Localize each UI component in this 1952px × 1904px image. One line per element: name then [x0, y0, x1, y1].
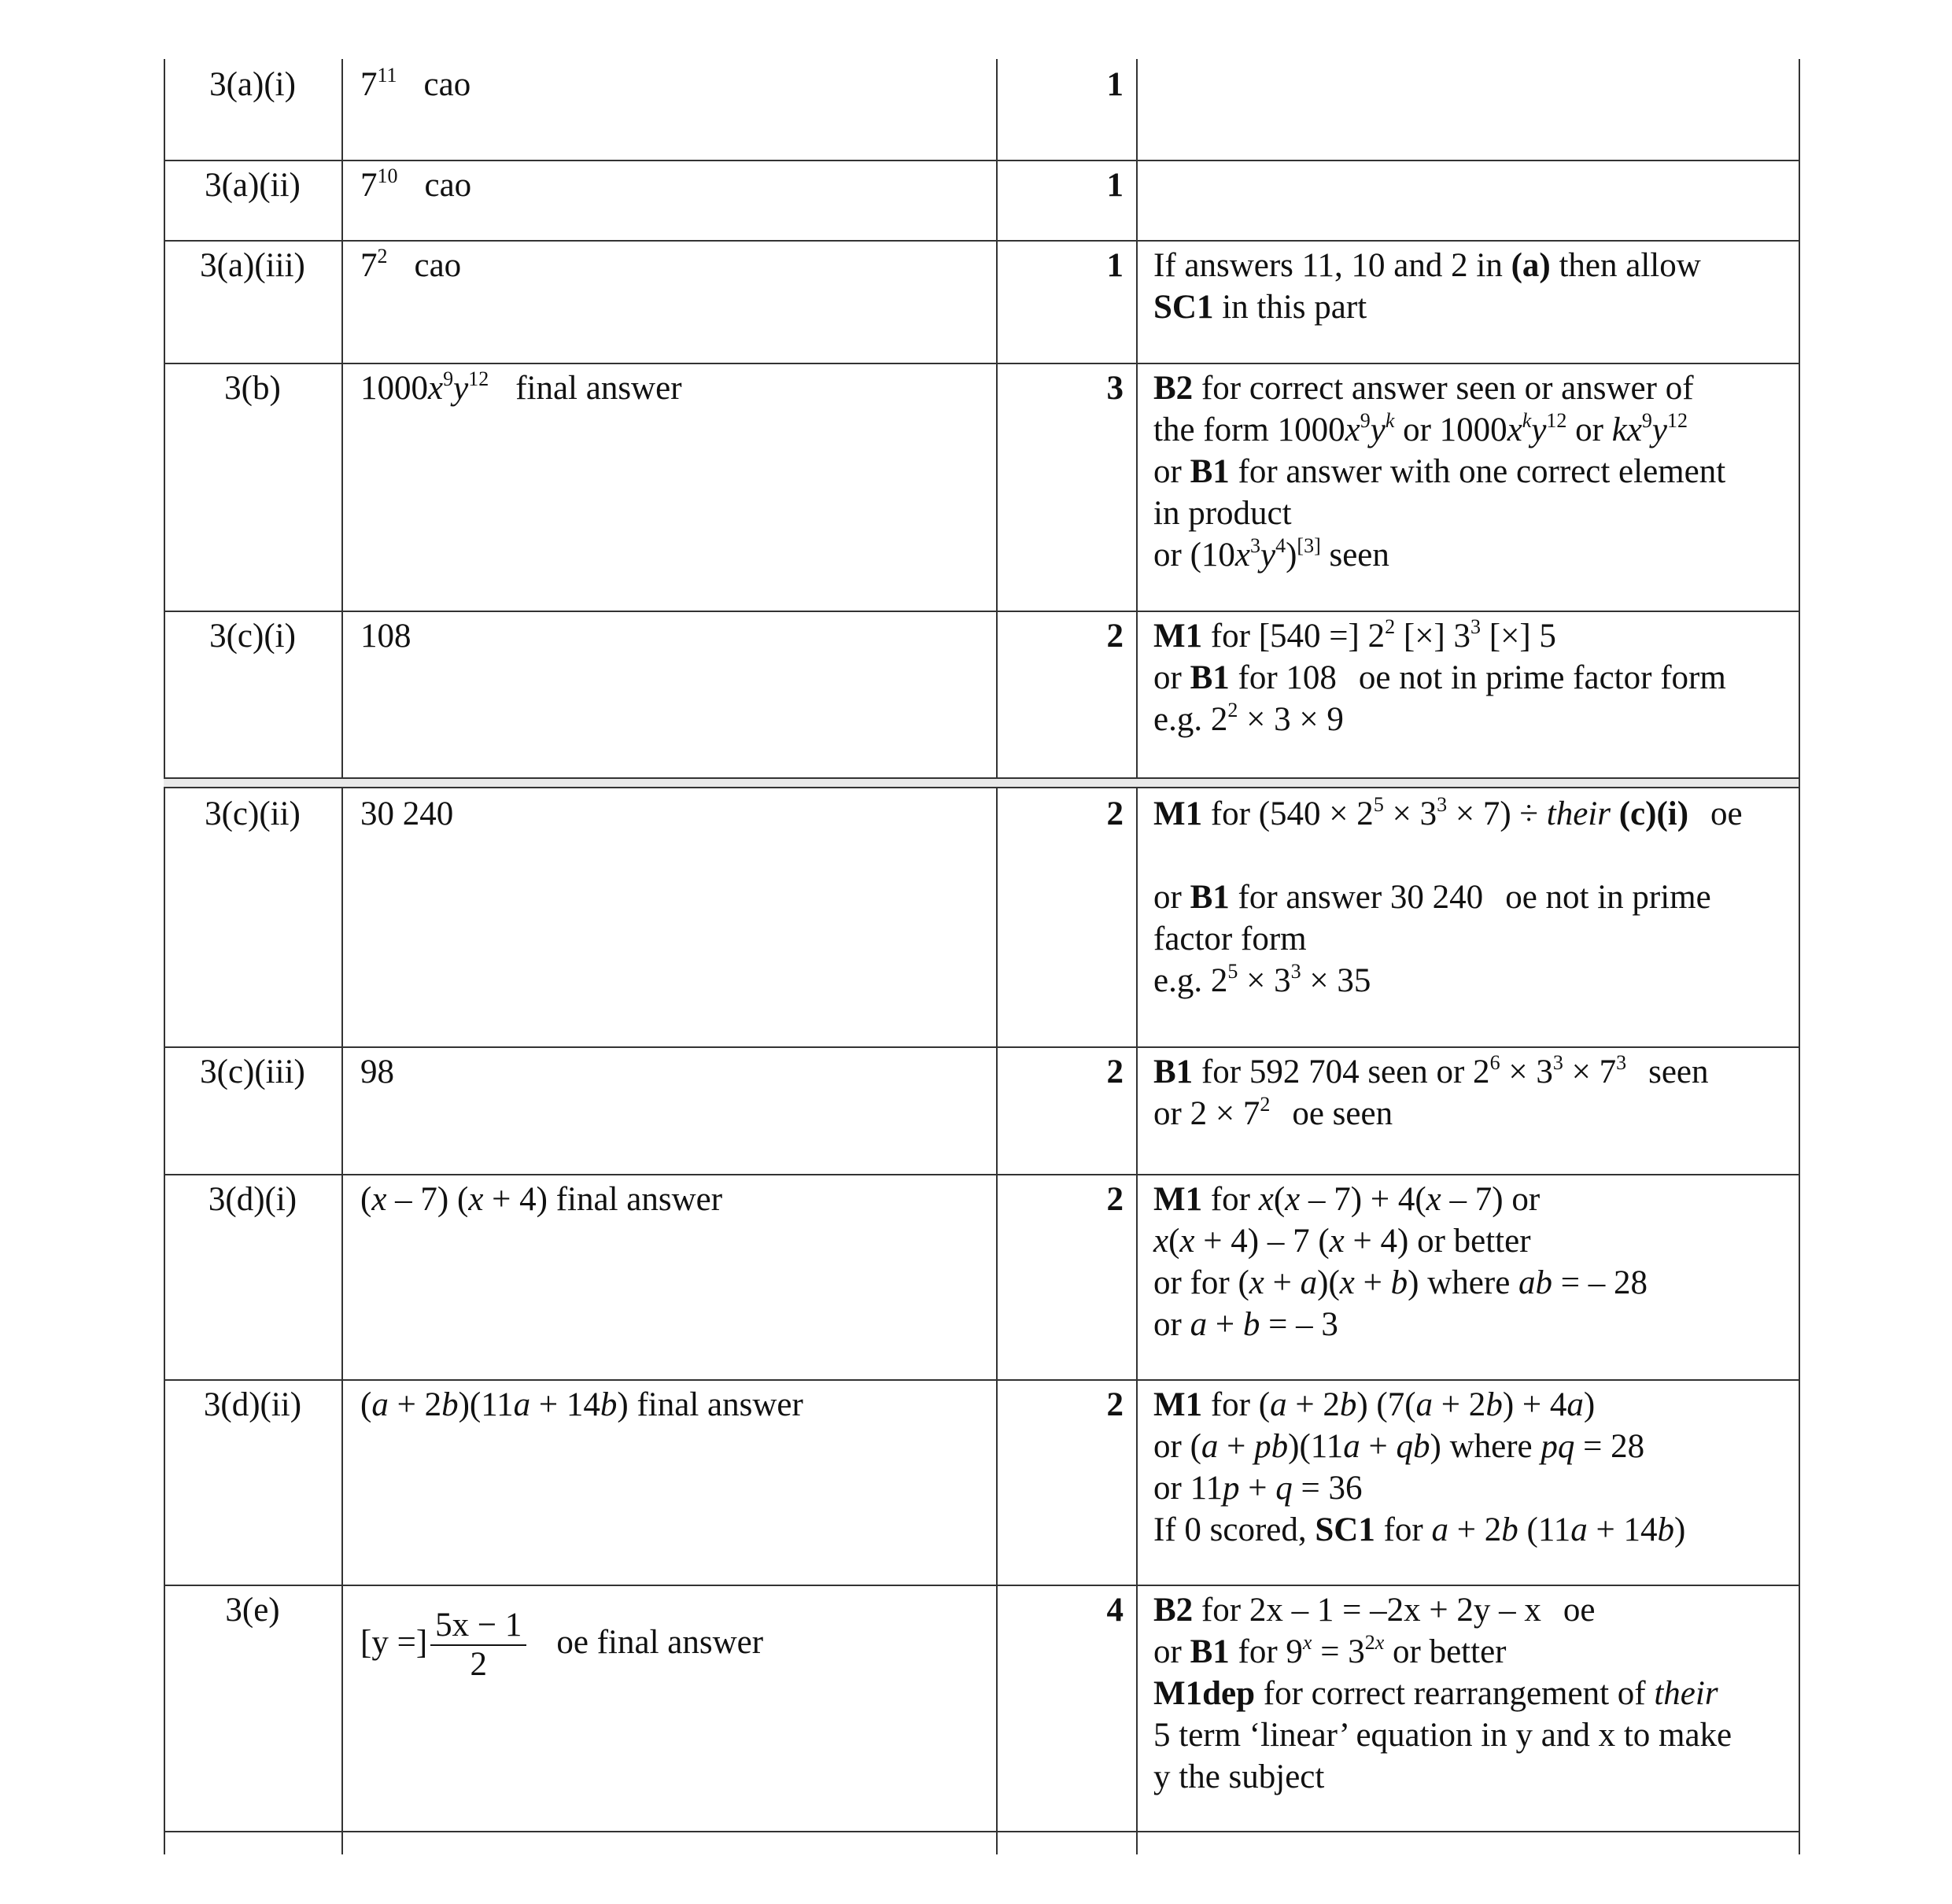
- marks-cell: 1: [1106, 167, 1124, 204]
- question-number: 3(c)(iii): [200, 1053, 305, 1090]
- marks-cell: 2: [1106, 618, 1124, 655]
- table-row: [164, 1174, 1799, 1379]
- question-number: 3(d)(i): [208, 1181, 297, 1218]
- page-break-separator: [164, 777, 1799, 788]
- table-row: [164, 1046, 1799, 1174]
- marks-cell: 2: [1106, 1386, 1124, 1423]
- answer-cell: (a + 2b)(11a + 14b) final answer: [360, 1386, 803, 1423]
- answer-cell: 30 240: [360, 795, 454, 832]
- answer-cell: $1000x^9y^{12}$ final answer: [360, 367, 682, 407]
- marks-cell: 3: [1106, 370, 1124, 407]
- question-number: 3(b): [224, 370, 281, 407]
- answer-cell: $7^{11}$ cao: [360, 63, 471, 103]
- question-number: 3(d)(ii): [203, 1386, 302, 1423]
- answer-cell: [y =] $\frac{5x - 1}{2}$ oe final answer: [360, 1607, 764, 1683]
- guidance-cell: B1 for 592 704 seen or $2^6 \times 3^3 \times 7^3$ seen or $2 \times 7^2$ oe seen: [1153, 1050, 1709, 1132]
- table-row: [164, 59, 1799, 160]
- guidance-cell: M1 for $(540 \times 2^5 \times 3^3 \times 7)$ ÷ their (c)(i) oe or B1 for answer 30 240 oe not in prime factor form e.g. $2^5 \times 3^3 \times 35$: [1153, 792, 1743, 999]
- answer-cell: 108: [360, 618, 411, 655]
- guidance-cell: M1 for (a + 2b) (7(a + 2b) + 4a) or (a + pb)(11a + qb) where pq = 28 or 11p + q = 36 If 0 scored, SC1 for a + 2b (11a + 14b): [1153, 1386, 1686, 1548]
- question-number: 3(a)(iii): [200, 247, 305, 284]
- guidance-cell: [1136, 160, 1799, 240]
- fraction: $\frac{5x - 1}{2}$: [430, 1607, 526, 1684]
- answer-cell: 98: [360, 1053, 394, 1090]
- table-row: [164, 1379, 1799, 1585]
- guidance-cell: M1 for [540 =] $2^2$ [×] $3^3$ [×] 5 or B1 for 108 oe not in prime factor form e.g. $2^2 \times 3 \times 9$: [1153, 614, 1726, 738]
- table-row: [164, 611, 1799, 777]
- table-row: [164, 363, 1799, 611]
- table-row: [164, 160, 1799, 240]
- question-number: 3(a)(ii): [205, 167, 301, 204]
- guidance-cell: B2 for 2x – 1 = –2x + 2y – x oe or B1 for $9^x = 3^{2x}$ or better M1dep for correct rearrangement of their 5 term ‘linear’ equation in y and x to make y the subject: [1153, 1592, 1732, 1795]
- question-number: 3(e): [225, 1592, 280, 1629]
- guidance-cell: M1 for x(x – 7) + 4(x – 7) or x(x + 4) – 7 (x + 4) or better or for (x + a)(x + b) where ab = – 28 or a + b = – 3: [1153, 1181, 1648, 1343]
- marks-cell: 1: [1106, 66, 1124, 103]
- marks-cell: 2: [1106, 1181, 1124, 1218]
- guidance-cell: If answers 11, 10 and 2 in (a) then allow SC1 in this part: [1153, 247, 1701, 326]
- answer-cell: (x – 7) (x + 4) final answer: [360, 1181, 723, 1218]
- answer-cell: $7^2$ cao: [360, 244, 462, 284]
- table-row: [164, 1585, 1799, 1831]
- answer-cell: $7^{10}$ cao: [360, 164, 472, 204]
- marks-cell: 1: [1106, 247, 1124, 284]
- question-number: 3(c)(i): [209, 618, 296, 655]
- marks-cell: 4: [1106, 1592, 1124, 1629]
- question-number: 3(a)(i): [209, 66, 296, 103]
- row-divider: [164, 1831, 1799, 1832]
- question-number: 3(c)(ii): [205, 795, 301, 832]
- table-row: [164, 788, 1799, 1046]
- table-row: [164, 240, 1799, 363]
- guidance-cell: [1136, 59, 1799, 160]
- marks-cell: 2: [1106, 1053, 1124, 1090]
- guidance-cell: B2 for correct answer seen or answer of the form $1000x^9y^k$ or $1000x^ky^{12}$ or $kx^9y^{12}$ or B1 for answer with one correct element in product or $(10x^3y^4)[3]$ seen: [1153, 370, 1726, 574]
- marks-cell: 2: [1106, 795, 1124, 832]
- table-border-right: [1799, 59, 1800, 1854]
